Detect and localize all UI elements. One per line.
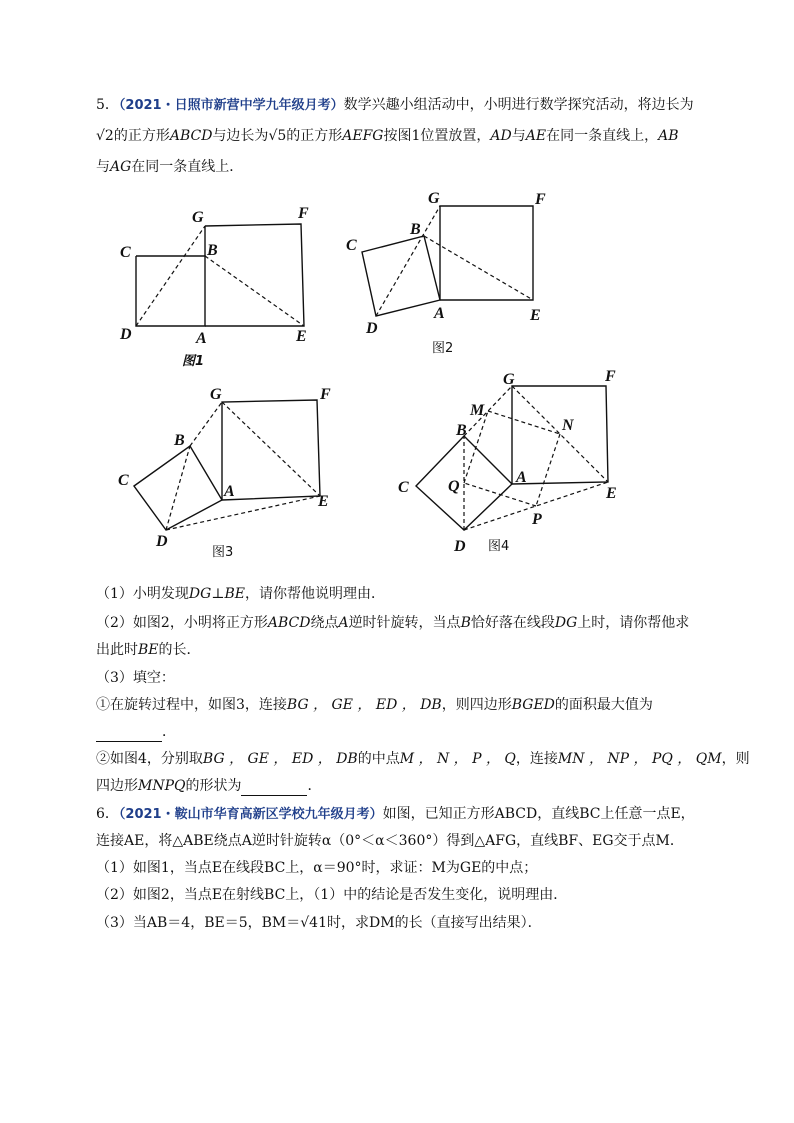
q5-text: （2）如图2，小明将正方形 <box>96 615 268 631</box>
square-abcd: ABCD <box>267 615 311 631</box>
q6-text: （3）当AB＝4，BE＝5，BM＝ <box>96 915 301 931</box>
q5-text: ，则 <box>721 751 750 767</box>
segments-list: BG ， GE ， ED ， DB <box>202 751 358 767</box>
fig3-label-a: A <box>224 483 235 500</box>
fig3-label-f: F <box>320 386 331 403</box>
sqrt5: √5 <box>268 128 287 144</box>
q5-text: ． <box>307 778 322 794</box>
fig3-label-e: E <box>318 493 329 510</box>
q6-line1 <box>96 804 695 825</box>
q5-text: 出此时 <box>96 642 138 658</box>
fig2-label-e: E <box>530 307 541 324</box>
q5-part2-line1 <box>96 613 689 633</box>
q5-part3-item2 <box>96 749 750 769</box>
answer-blank-2[interactable] <box>241 779 307 796</box>
figure-4 <box>398 368 617 555</box>
square-aefg: AEFG <box>342 128 384 144</box>
q5-text: （1）小明发现 <box>96 586 189 602</box>
q5-text: 与边长为 <box>212 128 269 144</box>
q5-text: 与 <box>96 159 110 175</box>
q6-number: 6． <box>96 806 119 822</box>
fig2-label-g: G <box>428 190 440 207</box>
fig1-label-c: C <box>120 244 131 261</box>
q6-part1 <box>96 858 537 878</box>
q6-source: （2021・鞍山市华育高新区学校九年级月考） <box>118 807 383 822</box>
quad-mnpq: MNPQ <box>138 778 186 794</box>
sqrt41: √41 <box>300 915 328 931</box>
fig1-caption: 图1 <box>182 354 205 369</box>
q6-text: 时，求DM的长（直接写出结果）． <box>327 915 542 931</box>
q5-part3-item1-blank <box>96 722 176 742</box>
seg-ab: AB <box>658 128 679 144</box>
q5-text: 逆时针旋转，当点 <box>348 615 461 631</box>
q5-text: 在同一条直线上， <box>546 128 659 144</box>
figure-2 <box>346 190 546 356</box>
fig4-label-b: B <box>456 422 467 439</box>
figure-3 <box>118 386 331 560</box>
q5-text: 按图1位置放置， <box>383 128 491 144</box>
q5-number: 5． <box>96 97 119 113</box>
figure-1 <box>119 205 309 369</box>
q5-text: 上时，请你帮他求 <box>577 615 690 631</box>
point-a: A <box>338 615 349 631</box>
point-b: B <box>460 615 471 631</box>
q5-text: （3）填空： <box>96 670 175 686</box>
square-abcd: ABCD <box>169 128 213 144</box>
fig4-label-a: A <box>516 469 527 486</box>
q5-text: ，请你帮他说明理由． <box>245 586 386 602</box>
fig1-label-g: G <box>192 209 204 226</box>
perp-statement: DG⊥BE <box>188 586 246 602</box>
q5-text: 在同一条直线上． <box>131 159 244 175</box>
q5-text: 的长． <box>158 642 201 658</box>
q6-part2 <box>96 885 567 905</box>
q6-text: （2）如图2，当点E在射线BC上，（1）中的结论是否发生变化，说明理由． <box>96 887 568 903</box>
segments-list: BG ， GE ， ED ， DB <box>286 697 442 713</box>
q5-text: ，则四边形 <box>441 697 512 713</box>
fig4-label-g: G <box>503 371 515 388</box>
q5-text: ，连接 <box>515 751 558 767</box>
fig3-label-c: C <box>118 472 129 489</box>
fig2-label-d: D <box>366 320 378 337</box>
fig1-label-b: B <box>207 242 218 259</box>
q5-text: 恰好落在线段 <box>470 615 555 631</box>
fig3-caption: 图3 <box>212 545 234 560</box>
fig1-label-a: A <box>196 330 207 347</box>
q5-part3-item2-line2 <box>96 776 321 796</box>
fig2-label-c: C <box>346 237 357 254</box>
quad-bged: BGED <box>511 697 555 713</box>
fig4-label-n: N <box>562 417 574 434</box>
q5-part3 <box>96 668 175 688</box>
seg-ag: AG <box>110 159 132 175</box>
fig2-label-f: F <box>535 191 546 208</box>
answer-blank-1[interactable] <box>96 725 162 742</box>
q5-part1 <box>96 584 385 604</box>
q5-text: 与 <box>511 128 526 144</box>
q5-text: 四边形 <box>96 778 138 794</box>
fig4-label-p: P <box>532 511 542 528</box>
q6-part3 <box>96 913 542 933</box>
fig4-label-f: F <box>605 368 616 385</box>
seg-be: BE <box>138 642 159 658</box>
fig1-label-e: E <box>296 328 307 345</box>
q5-text: 的正方形 <box>286 128 343 144</box>
fig4-label-c: C <box>398 479 409 496</box>
q6-text: （1）如图1，当点E在线段BC上，α＝90°时，求证：M为GE的中点； <box>96 860 538 876</box>
q5-text: 的面积最大值为 <box>554 697 653 713</box>
q5-text: ． <box>162 724 176 740</box>
fig2-label-a: A <box>434 305 445 322</box>
q5-text: 绕点 <box>310 615 339 631</box>
fig1-label-d: D <box>120 326 132 343</box>
q5-text: 数学兴趣小组活动中，小明进行数学探究活动，将边长为 <box>343 97 694 113</box>
fig1-label-f: F <box>298 205 309 222</box>
q5-text: ②如图4，分别取 <box>96 751 203 767</box>
fig4-label-d: D <box>454 538 466 555</box>
fig2-label-b: B <box>410 221 421 238</box>
q5-text: 的形状为 <box>185 778 242 794</box>
fig3-label-g: G <box>210 386 222 403</box>
seg-ae: AE <box>525 128 547 144</box>
q5-text: 的中点 <box>357 751 400 767</box>
q6-text: 连接AE，将△ABE绕点A逆时针旋转α（0°＜α＜360°）得到△AFG，直线BF、EG交于点M． <box>96 833 684 849</box>
q6-line2 <box>96 831 684 851</box>
seg-ad: AD <box>490 128 512 144</box>
midpoints-list: M ， N ， P ， Q <box>399 751 516 767</box>
q5-part2-line2 <box>96 640 201 660</box>
q5-source: （2021・日照市新营中学九年级月考） <box>118 98 344 113</box>
fig4-label-q: Q <box>448 478 460 495</box>
fig3-label-b: B <box>174 432 185 449</box>
fig4-label-m: M <box>470 402 485 419</box>
q6-text: 如图，已知正方形ABCD，直线BC上任意一点E， <box>382 806 695 822</box>
fig3-label-d: D <box>156 533 168 550</box>
q5-text: ①在旋转过程中，如图3，连接 <box>96 697 287 713</box>
fig2-caption: 图2 <box>432 341 454 356</box>
fig4-label-e: E <box>606 485 617 502</box>
sqrt2: √2 <box>96 128 114 144</box>
q5-part3-item1 <box>96 695 653 715</box>
fig4-caption: 图4 <box>488 539 510 554</box>
seg-dg: DG <box>554 615 578 631</box>
q5-text: 的正方形 <box>113 128 170 144</box>
links-list: MN ， NP ， PQ ， QM <box>557 751 722 767</box>
